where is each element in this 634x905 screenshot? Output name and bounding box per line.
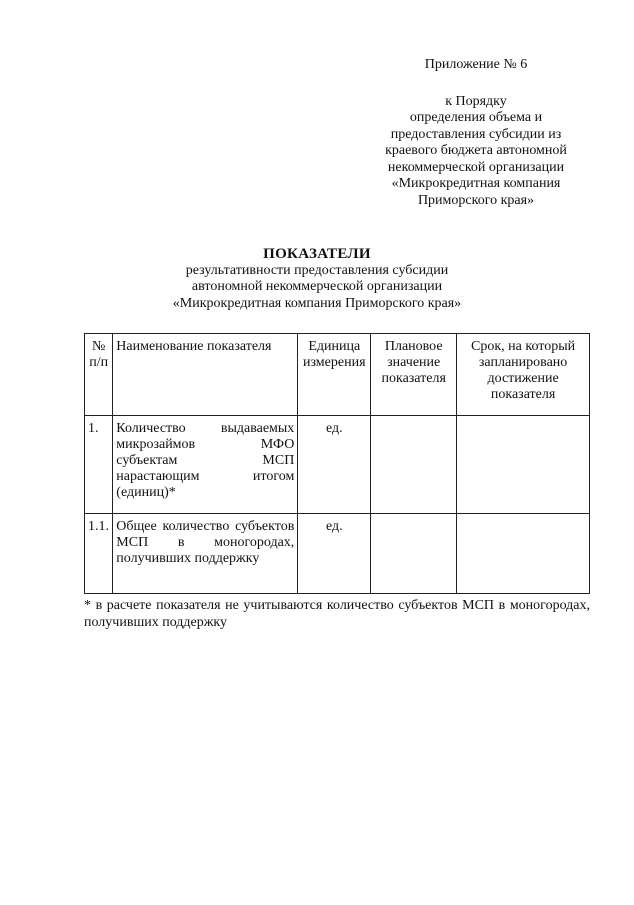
- appendix-line: определения объема и: [409, 110, 543, 125]
- appendix-block: [366, 57, 586, 209]
- document-heading: [150, 246, 484, 312]
- row-number: 1.: [85, 416, 113, 514]
- row-number: 1.1.: [85, 514, 113, 594]
- appendix-line: Приморского края»: [417, 192, 535, 208]
- header-plan-value: Плановое значение показателя: [371, 334, 457, 416]
- heading-line: результативности предоставления субсидии: [185, 262, 449, 278]
- appendix-line: краевого бюджета автономной: [385, 143, 567, 158]
- header-number: № п/п: [85, 334, 113, 416]
- appendix-line: к Порядку: [445, 93, 507, 109]
- table-row: [85, 416, 590, 514]
- row-indicator-name: Общее количество субъектов МСП в моногородах, получивших поддержку: [113, 514, 298, 594]
- footnote: * в расчете показателя не учитываются количество субъектов МСП в моногородах, получивших поддержку: [84, 598, 590, 630]
- appendix-line: «Микрокредитная компания: [391, 176, 561, 191]
- heading-line: «Микрокредитная компания Приморского края»: [172, 295, 462, 311]
- appendix-number: Приложение № 6: [424, 57, 528, 72]
- row-indicator-name: Количество выдаваемых микрозаймов МФО субъектам МСП нарастающим итогом (единиц)*: [113, 416, 298, 514]
- table-header-row: [85, 334, 590, 416]
- row-term: [457, 514, 590, 594]
- row-plan-value: [371, 514, 457, 594]
- appendix-line: предоставления субсидии из: [390, 126, 562, 142]
- header-term: Срок, на который запланировано достижение показателя: [457, 334, 590, 416]
- row-unit: ед.: [298, 416, 371, 514]
- indicators-table: [84, 333, 590, 594]
- header-indicator-name: Наименование показателя: [113, 334, 298, 416]
- table-row: [85, 514, 590, 594]
- row-term: [457, 416, 590, 514]
- row-plan-value: [371, 416, 457, 514]
- header-unit: Единица измерения: [298, 334, 371, 416]
- heading-line: автономной некоммерческой организации: [191, 279, 443, 294]
- document-title: ПОКАЗАТЕЛИ: [263, 246, 371, 262]
- row-unit: ед.: [298, 514, 371, 594]
- appendix-line: некоммерческой организации: [387, 159, 565, 175]
